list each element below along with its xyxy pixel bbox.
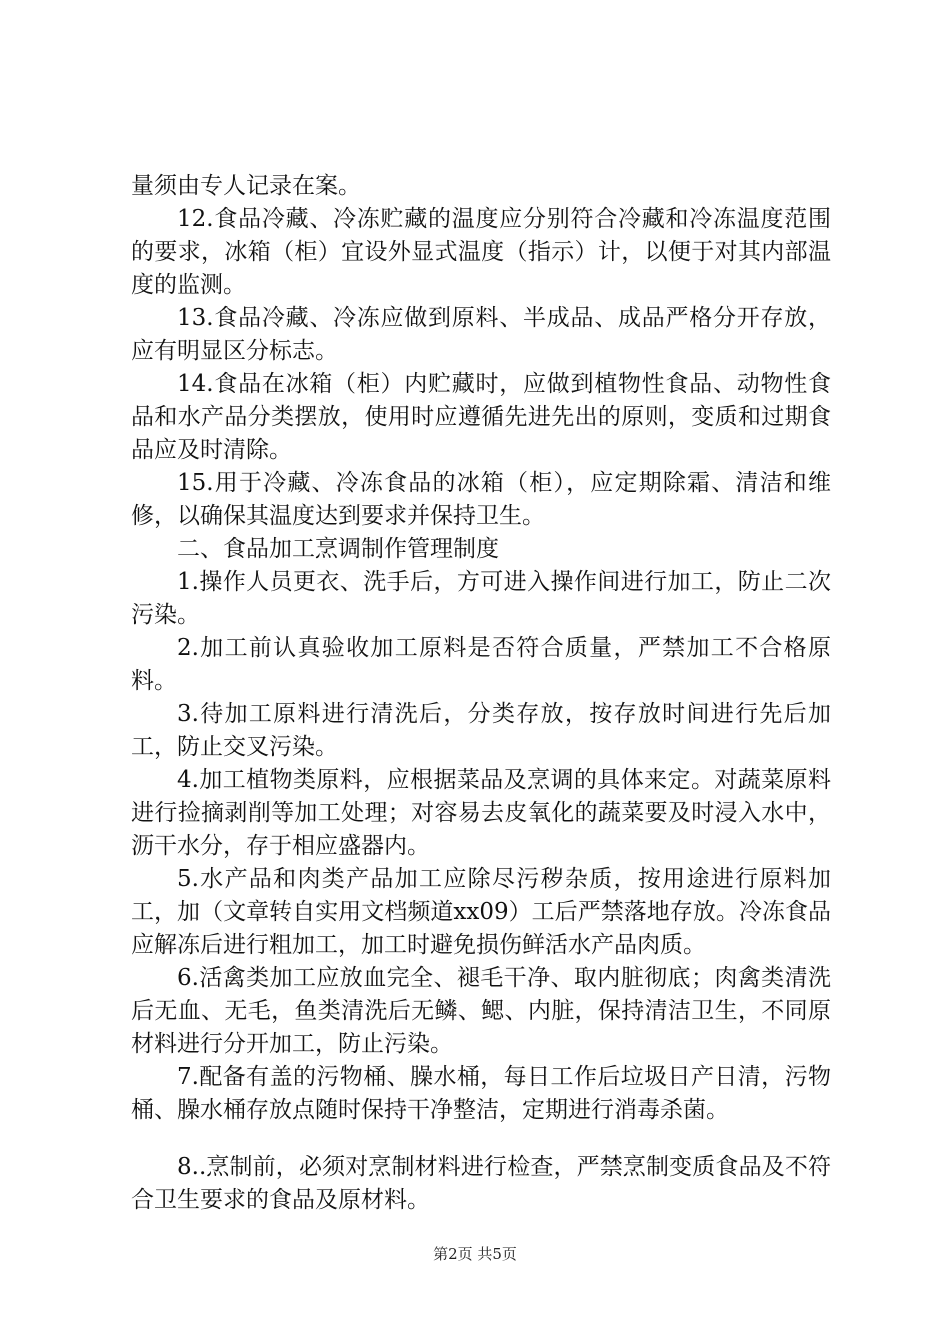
section-heading: 二、食品加工烹调制作管理制度 <box>177 536 499 562</box>
paragraph-item-8: 8..烹制前，必须对烹制材料进行检查，严禁烹制变质食品及不符合卫生要求的食品及原材料。 <box>131 1154 831 1213</box>
paragraph-item-13: 13.食品冷藏、冷冻应做到原料、半成品、成品严格分开存放，应有明显区分标志。 <box>131 305 831 364</box>
page-footer: 第2页 共5页 <box>433 1245 517 1263</box>
paragraph-item-1: 1.操作人员更衣、洗手后，方可进入操作间进行加工，防止二次污染。 <box>131 569 831 628</box>
paragraph-item-2: 2.加工前认真验收加工原料是否符合质量，严禁加工不合格原料。 <box>131 635 831 694</box>
paragraph-item-5: 5.水产品和肉类产品加工应除尽污秽杂质，按用途进行原料加工，加（文章转自实用文档频道xx09）工后严禁落地存放。冷冻食品应解冻后进行粗加工，加工时避免损伤鲜活水产品肉质。 <box>131 866 831 958</box>
document-body <box>131 170 831 1217</box>
paragraph-item-6: 6.活禽类加工应放血完全、褪毛干净、取内脏彻底；肉禽类清洗后无血、无毛，鱼类清洗后无鳞、鳃、内脏，保持清洁卫生，不同原材料进行分开加工，防止污染。 <box>131 965 831 1057</box>
paragraph-item-4: 4.加工植物类原料，应根据菜品及烹调的具体来定。对蔬菜原料进行捡摘剥削等加工处理；对容易去皮氧化的蔬菜要及时浸入水中，沥干水分，存于相应盛器内。 <box>131 767 831 859</box>
paragraph-item-14: 14.食品在冰箱（柜）内贮藏时，应做到植物性食品、动物性食品和水产品分类摆放，使用时应遵循先进先出的原则，变质和过期食品应及时清除。 <box>131 371 831 463</box>
paragraph-item-12: 12.食品冷藏、冷冻贮藏的温度应分别符合冷藏和冷冻温度范围的要求，冰箱（柜）宜设外显式温度（指示）计，以便于对其内部温度的监测。 <box>131 206 831 298</box>
paragraph-continuation: 量须由专人记录在案。 <box>131 173 361 199</box>
paragraph-item-15: 15.用于冷藏、冷冻食品的冰箱（柜），应定期除霜、清洁和维修，以确保其温度达到要求并保持卫生。 <box>131 470 831 529</box>
paragraph-item-7: 7.配备有盖的污物桶、臊水桶，每日工作后垃圾日产日清，污物桶、臊水桶存放点随时保持干净整洁，定期进行消毒杀菌。 <box>131 1064 831 1123</box>
paragraph-item-3: 3.待加工原料进行清洗后，分类存放，按存放时间进行先后加工，防止交叉污染。 <box>131 701 831 760</box>
